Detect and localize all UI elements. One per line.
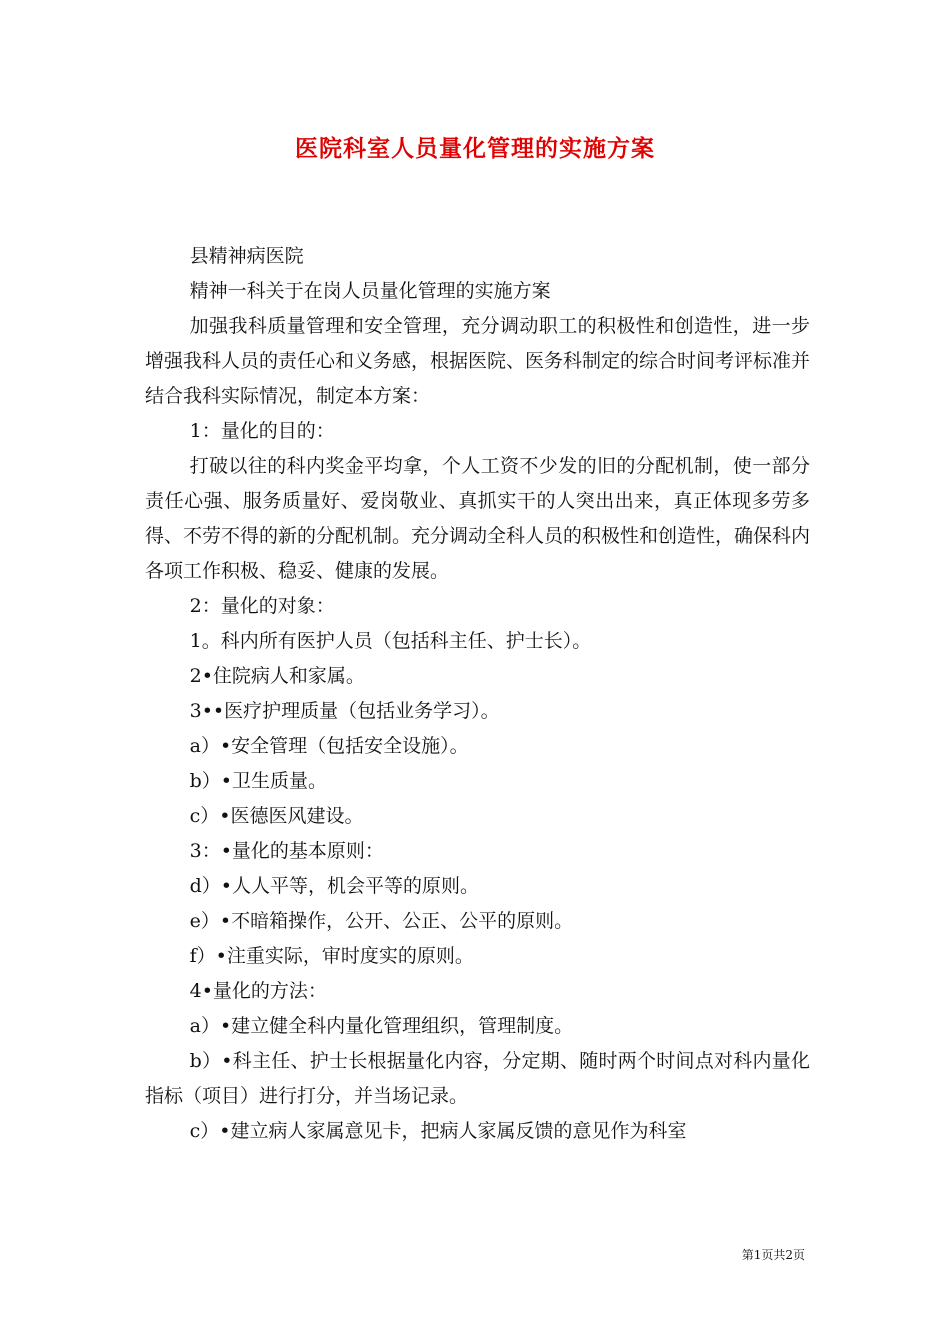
paragraph-principle-f: f）•注重实际，审时度实的原则。	[189, 945, 474, 967]
paragraph-method-b: b）•科主任、护士长根据量化内容，分定期、随时两个时间点对科内量化指标（项目）进行打分，并当场记录。	[145, 1050, 810, 1107]
paragraph-object-2: 2•住院病人和家属。	[189, 665, 365, 687]
paragraph-object-b: b）•卫生质量。	[189, 770, 328, 792]
paragraph-method-a: a）•建立健全科内量化管理组织，管理制度。	[189, 1015, 574, 1037]
paragraph-principle-d: d）•人人平等，机会平等的原则。	[189, 875, 480, 897]
paragraph-object-1: 1。科内所有医护人员（包括科主任、护士长）。	[189, 630, 592, 652]
paragraph-intro: 加强我科质量管理和安全管理，充分调动职工的积极性和创造性，进一步增强我科人员的责任心和义务感，根据医院、医务科制定的综合时间考评标准并结合我科实际情况，制定本方案：	[145, 315, 811, 407]
page-number-footer: 第1页共2页	[741, 1248, 805, 1262]
paragraph-object-3: 3••医疗护理质量（包括业务学习）。	[189, 700, 500, 722]
document-title: 医院科室人员量化管理的实施方案	[295, 135, 655, 162]
document-body	[145, 239, 810, 1149]
paragraph-hospital-name: 县精神病医院	[189, 245, 304, 267]
paragraph-principle-e: e）•不暗箱操作，公开、公正、公平的原则。	[189, 910, 574, 932]
paragraph-plan-subtitle: 精神一科关于在岗人员量化管理的实施方案	[189, 280, 551, 302]
paragraph-heading-methods: 4•量化的方法：	[189, 980, 327, 1002]
paragraph-heading-principles: 3：•量化的基本原则：	[189, 840, 384, 862]
paragraph-heading-objects: 2：量化的对象：	[189, 595, 335, 617]
paragraph-heading-purpose: 1：量化的目的：	[189, 420, 335, 442]
paragraph-object-a: a）•安全管理（包括安全设施）。	[189, 735, 469, 757]
paragraph-purpose: 打破以往的科内奖金平均拿，个人工资不少发的旧的分配机制，使一部分责任心强、服务质量好、爱岗敬业、真抓实干的人突出出来，真正体现多劳多得、不劳不得的新的分配机制。充分调动全科人员的积极性和创造性，确保科内各项工作积极、稳妥、健康的发展。	[145, 455, 811, 582]
paragraph-object-c: c）•医德医风建设。	[189, 805, 364, 827]
paragraph-method-c: c）•建立病人家属意见卡，把病人家属反馈的意见作为科室	[189, 1120, 687, 1142]
